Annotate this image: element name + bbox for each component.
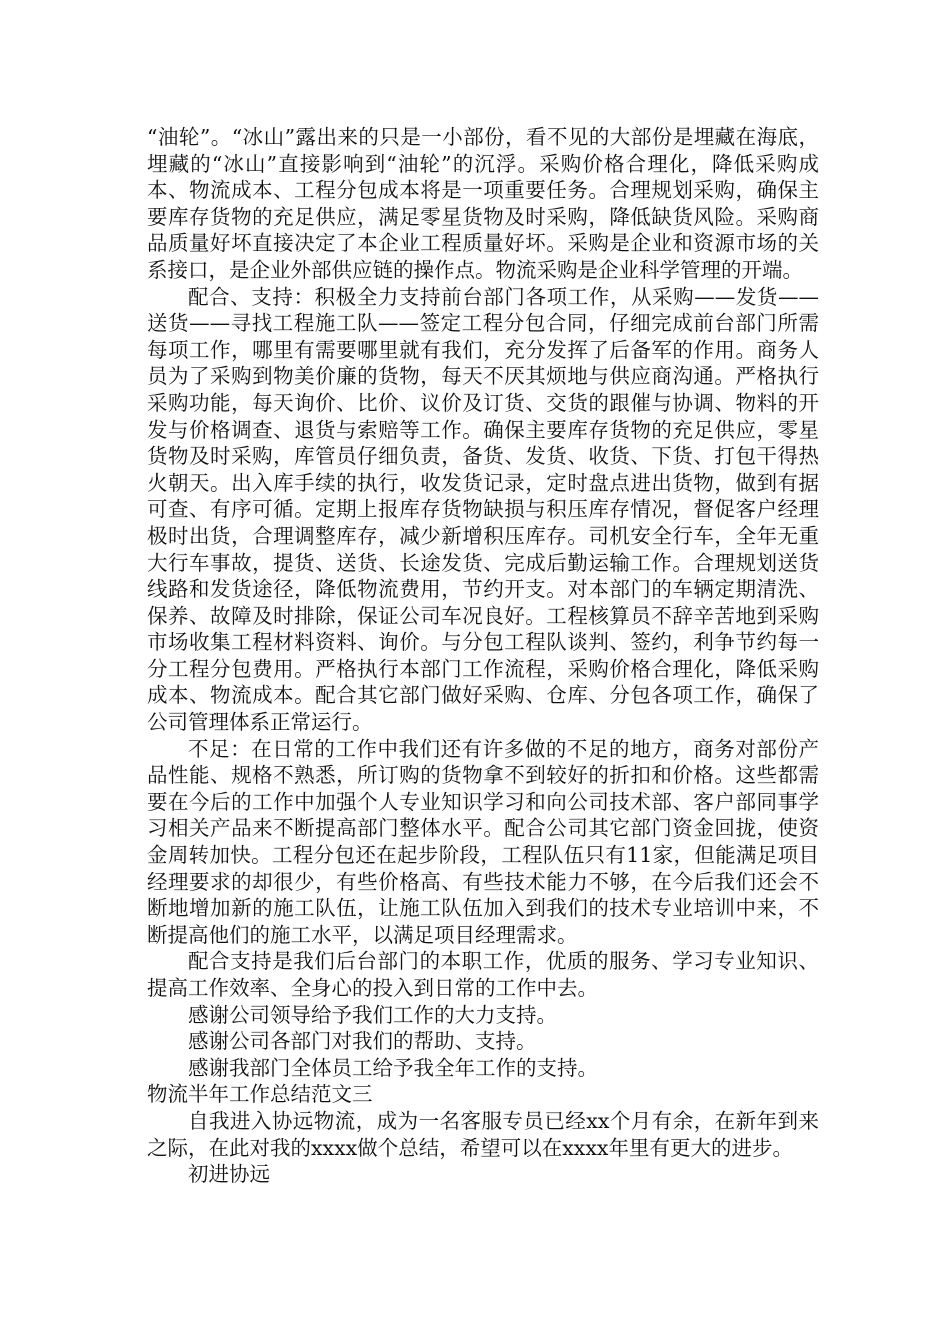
- section-heading: 物流半年工作总结范文三: [147, 1082, 373, 1107]
- paragraph-thanks-departments: 感谢公司各部门对我们的帮助、支持。: [188, 1029, 537, 1054]
- paragraph-duty: 配合支持是我们后台部门的本职工作，优质的服务、学习专业知识、提高工作效率、全身心的投入到日常的工作中去。: [147, 949, 819, 1000]
- paragraph-thanks-leadership: 感谢公司领导给予我们工作的大力支持。: [188, 1002, 557, 1027]
- document-page: [147, 124, 819, 1188]
- paragraph-thanks-staff: 感谢我部门全体员工给予我全年工作的支持。: [188, 1055, 598, 1080]
- paragraph-subtitle-first-entry: 初进协远: [188, 1162, 270, 1187]
- paragraph-intro: 自我进入协远物流，成为一名客服专员已经xx个月有余，在新年到来之际，在此对我的xxxx做个总结，希望可以在xxxx年里有更大的进步。: [147, 1108, 819, 1160]
- paragraph-iceberg-analogy: “油轮”。“冰山”露出来的只是一小部份，看不见的大部份是埋藏在海底，埋藏的“冰山”直接影响到“油轮”的沉浮。采购价格合理化，降低采购成本、物流成本、工程分包成本将是一项重要任务。合理规划采购，确保主要库存货物的充足供应，满足零星货物及时采购，降低缺货风险。采购商品质量好坏直接决定了本企业工程质量好坏。采购是企业和资源市场的关系接口，是企业外部供应链的操作点。物流采购是企业科学管理的开端。: [147, 125, 819, 282]
- paragraph-shortcomings: 不足：在日常的工作中我们还有许多做的不足的地方，商务对部份产品性能、规格不熟悉，所订购的货物拿不到较好的折扣和价格。这些都需要在今后的工作中加强个人专业知识学习和向公司技术部、客户部同事学习相关产品来不断提高部门整体水平。配合公司其它部门资金回拢，使资金周转加快。工程分包还在起步阶段，工程队伍只有11家，但能满足项目经理要求的却很少，有些价格高、有些技术能力不够，在今后我们还会不断地增加新的施工队伍，让施工队伍加入到我们的技术专业培训中来，不断提高他们的施工水平，以满足项目经理需求。: [147, 736, 819, 947]
- paragraph-cooperation-support: 配合、支持：积极全力支持前台部门各项工作，从采购——发货——送货——寻找工程施工队——签定工程分包合同，仔细完成前台部门所需每项工作，哪里有需要哪里就有我们，充分发挥了后备军的作用。商务人员为了采购到物美价廉的货物，每天不厌其烦地与供应商沟通。严格执行采购功能，每天询价、比价、议价及订货、交货的跟催与协调、物料的开发与价格调查、退货与索赔等工作。确保主要库存货物的充足供应，零星货物及时采购，库管员仔细负责，备货、发货、收货、下货、打包干得热火朝天。出入库手续的执行，收发货记录，定时盘点进出货物，做到有据可查、有序可循。定期上报库存货物缺损与积压库存情况，督促客户经理极时出货，合理调整库存，减少新增积压库存。司机安全行车，全年无重大行车事故，提货、送货、长途发货、完成后勤运输工作。合理规划送货线路和发货途径，降低物流费用，节约开支。对本部门的车辆定期清洗、保养、故障及时排除，保证公司车况良好。工程核算员不辞辛苦地到采购市场收集工程材料资料、询价。与分包工程队谈判、签约，利争节约每一分工程分包费用。严格执行本部门工作流程，采购价格合理化，降低采购成本、物流成本。配合其它部门做好采购、仓库、分包各项工作，确保了公司管理体系正常运行。: [147, 284, 819, 735]
